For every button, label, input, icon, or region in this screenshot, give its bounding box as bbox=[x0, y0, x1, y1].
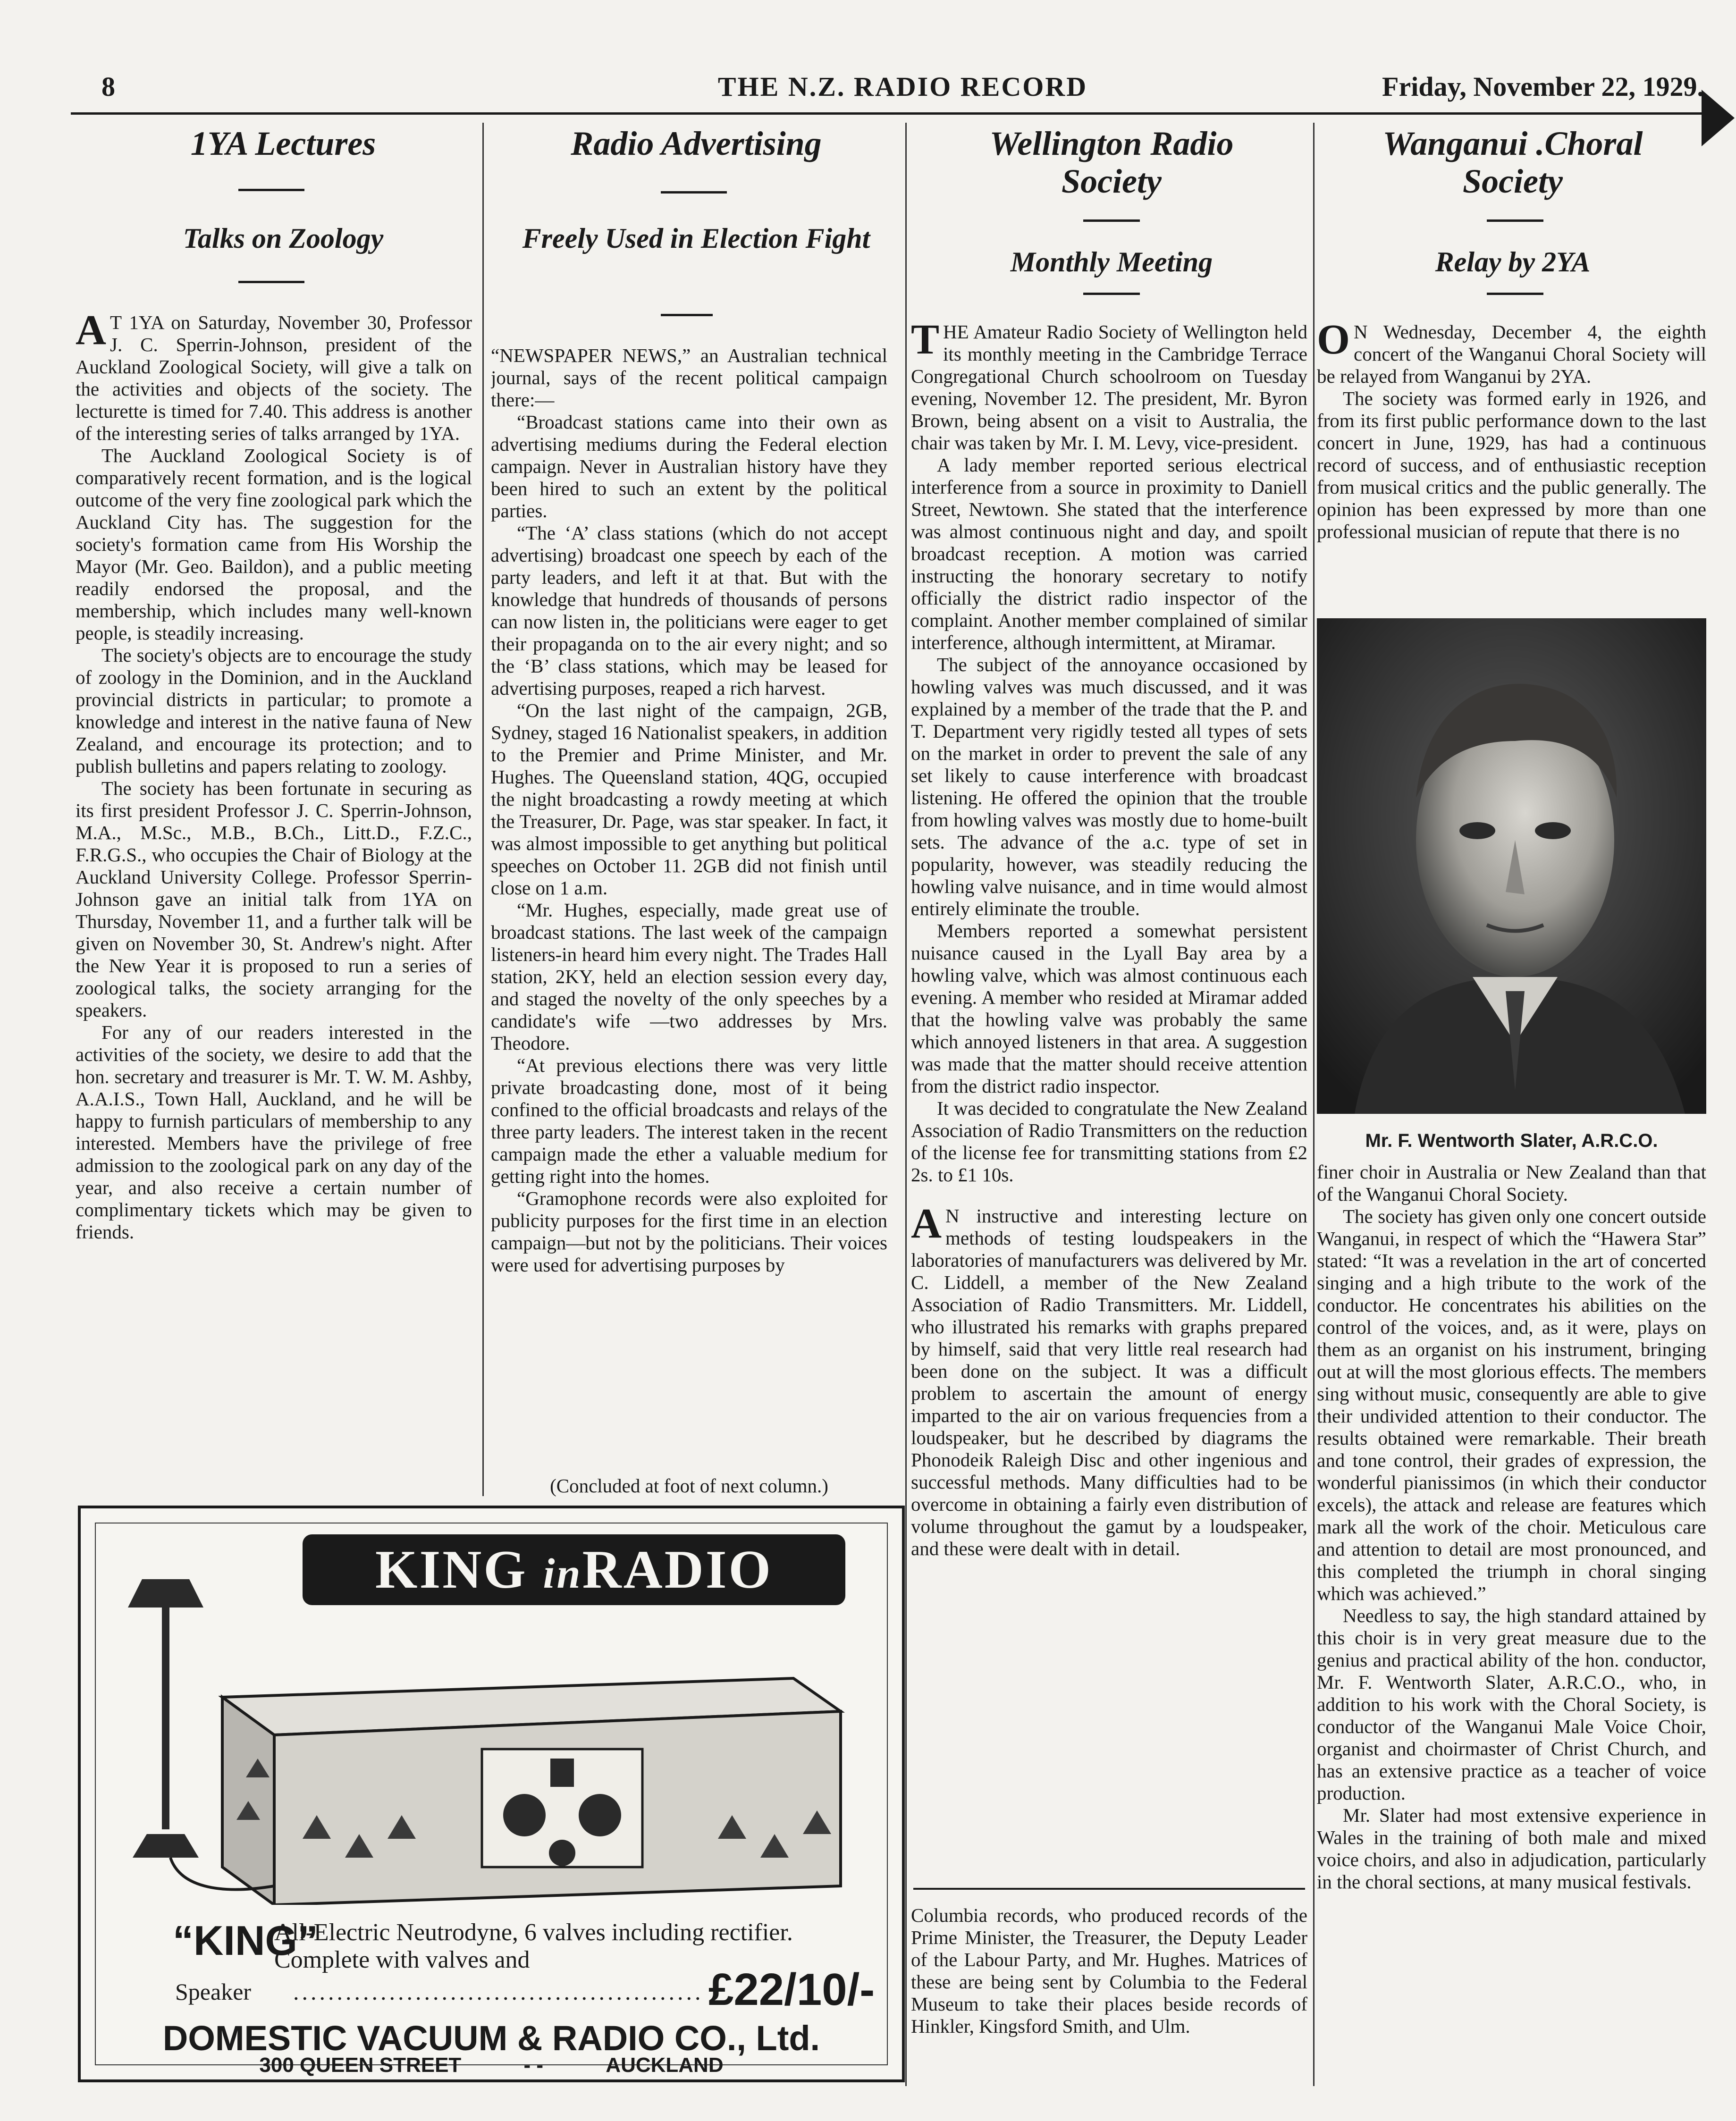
col3-subtitle-dash bbox=[1083, 293, 1140, 295]
portrait-illustration bbox=[1317, 618, 1706, 1114]
col3-body bbox=[911, 321, 1307, 1883]
col2-subtitle-dash bbox=[661, 314, 713, 316]
col3-title-line1: Wellington Radio bbox=[989, 125, 1234, 162]
col4-subtitle-dash bbox=[1487, 293, 1543, 295]
masthead-rule bbox=[71, 112, 1709, 115]
col4-subtitle: Relay by 2YA bbox=[1435, 246, 1591, 278]
column-rule-2 bbox=[905, 123, 907, 2086]
col2-continued-note: (Concluded at foot of next column.) bbox=[550, 1475, 828, 1497]
col4-para-0: N Wednesday, December 4, the eighth concert of the Wanganui Choral Society will be relayed from Wanganui by 2YA. bbox=[1317, 321, 1706, 387]
ad-description: All-Electric Neutrodyne, 6 valves including rectifier. Complete with valves and bbox=[274, 1919, 793, 1973]
col4-title-line1: Wanganui .Choral bbox=[1382, 125, 1643, 162]
col3-para-0: HE Amateur Radio Society of Wellington held its monthly meeting in the Cambridge Terrace Congregational Church schoolroom on Tuesday evening, November 12. The president, Mr. Byron Brown, being absent on a visit to Australia, the chair was taken by Mr. I. M. Levy, vice-president. bbox=[911, 321, 1307, 454]
col1-para-1: The Auckland Zoological Society is of comparatively recent formation, and is the logical outcome of the very fine zoological park which the Auckland City has. The suggestion for the society's formation came from His Worship the Mayor (Mr. Geo. Baildon), and a public meeting readily endorsed the proposal, and the membership, which includes many well-known people, is steadily increasing. bbox=[76, 445, 472, 644]
col3-para-1: A lady member reported serious electrical interference from a source in proximity to Daniell Street, Newtown. She stated that the interference was almost continuous night and day, and spoilt broadcast reception. A motion was carried instructing the honorary secretary to notify officially the district radio inspector of the complaint. Another member complained of similar interference, although intermittent, at Miramar. bbox=[911, 454, 1307, 653]
ad-address-street: 300 QUEEN STREET bbox=[259, 2054, 462, 2077]
col4-dropcap: O bbox=[1317, 321, 1350, 363]
col3-para-2: The subject of the annoyance occasioned by howling valves was much discussed, and it was explained by a member of the trade that the P. and T. Department very rigidly tested all types of sets on the market in order to prevent the sale of any set likely to cause interference with broadcast listening. He offered the opinion that the trouble from howling valves was mostly due to home-built sets. The advance of the a.c. type of set in popularity, however, was steadily reducing the howling valve nuisance, and in time would almost entirely eliminate the trouble. bbox=[911, 654, 1307, 919]
col2-para-6: “Gramophone records were also exploited for publicity purposes for the first time in an election campaign—but not by the politicians. Their voices were used for advertising purposes by bbox=[491, 1187, 887, 1276]
masthead bbox=[101, 71, 1704, 109]
col2-subtitle: Freely Used in Election Fight bbox=[522, 223, 870, 254]
col3-concluded-text: Columbia records, who produced records of the Prime Minister, the Treasurer, the Deputy Leader of the Labour Party, and Mr. Hughes. Matrices of these are being sent by Columbia to the Federal Museum to take their places beside records of Hinkler, Kingsford Smith, and Ulm. bbox=[911, 1904, 1307, 2037]
col2-body bbox=[491, 345, 887, 1477]
col3-divider-rule bbox=[913, 1888, 1305, 1890]
col4-para-1: The society was formed early in 1926, and from its first public performance down to the last concert in June, 1929, has had a continuous record of success, and of enthusiastic reception from musical critics and the public generally. The opinion has been expressed by more than one professional musician of repute that there is no bbox=[1317, 387, 1706, 542]
col2-para-0: “NEWSPAPER NEWS,” an Australian technical journal, says of the recent political campaign there:— bbox=[491, 345, 887, 411]
page-number: 8 bbox=[101, 71, 115, 102]
publication-title: THE N.Z. RADIO RECORD bbox=[717, 71, 1088, 102]
col4-para2-2: Needless to say, the high standard attained by this choir is in very great measure due to the genius and practical ability of the hon. conductor, Mr. F. Wentworth Slater, A.R.C.O., who, in addition to his work with the Choral Society, is conductor of the Wanganui Male Voice Choir, organist and choirmaster of Christ Church, and has an extensive practice as a teacher of voice production. bbox=[1317, 1605, 1706, 1804]
col3-para-3: Members reported a somewhat persistent nuisance caused in the Lyall Bay area by a howling valve, which was almost continuous each evening. A member who resided at Miramar added that the howling valve was probably the same which annoyed listeners in that area. A suggestion was made that the matter should receive attention from the district radio inspector. bbox=[911, 920, 1307, 1097]
column-rule-1 bbox=[482, 123, 484, 1496]
col1-para-3: The society has been fortunate in securing as its first president Professor J. C. Sperrin-Johnson, M.A., M.Sc., M.B., B.Ch., Litt.D., F.Z.C., F.R.G.S., who occupies the Chair of Biology at the Auckland University College. Professor Sperrin-Johnson gave an initial talk from 1YA on Thursday, November 11, and a further talk will be given on November 30, St. Andrew's night. After the New Year it is proposed to run a series of zoological talks, the society arranging for the speakers. bbox=[76, 777, 472, 1021]
col4-para2-1: The society has given only one concert outside Wanganui, in respect of which the “Hawera Star” stated: “It was a revelation in the art of concerted singing and a high tribute to the work of the conductor. He concentrates his abilities on the control of the voices, and, as it were, plays on them as an organist on his instrument, bringing out at will the most glorious effects. The members sing without music, consequently are able to give their undivided attention to their conductor. The results obtained were remarkable. Their breath and tone control, their grades of expression, the wonderful pianissimos (in which their conductor excels), the attack and release are features which mark all the work of the choir. Meticulous care and attention to detail are most pronounced, and this completed the triumph in choral singing which was achieved.” bbox=[1317, 1205, 1706, 1604]
col4-para2-0: finer choir in Australia or New Zealand than that of the Wanganui Choral Society. bbox=[1317, 1161, 1706, 1205]
ad-brand: “KING” bbox=[173, 1917, 318, 1964]
col4-title-dash bbox=[1487, 219, 1543, 222]
col2-para-5: “At previous elections there was very little private broadcasting done, most of it being confined to the official broadcasts and relays of the three party leaders. The interest taken in the recent campaign made the ether a valuable medium for getting right into the homes. bbox=[491, 1054, 887, 1187]
ad-company-name: DOMESTIC VACUUM & RADIO CO., Ltd. bbox=[162, 2019, 820, 2058]
ad-address-separator: - - bbox=[523, 2054, 544, 2077]
col3-subtitle: Monthly Meeting bbox=[1010, 246, 1213, 278]
radio-illustration bbox=[123, 1556, 902, 1905]
col2-para-2: “The ‘A’ class stations (which do not accept advertising) broadcast one speech by each of the party leaders, and left it at that. But with the knowledge that hundreds of thousands of persons can now listen in, the politicians were eager to get their propaganda on to the air every night; and so the ‘B’ class stations, which may be leased for advertising purposes, reaped a rich harvest. bbox=[491, 522, 887, 699]
banner-king: KING bbox=[375, 1540, 543, 1599]
ad-address bbox=[81, 2054, 902, 2077]
king-radio-advertisement bbox=[78, 1506, 905, 2082]
banner-in: in bbox=[543, 1550, 582, 1597]
ad-price: £22/10/- bbox=[708, 1964, 875, 2015]
col1-subtitle-dash bbox=[238, 281, 304, 283]
col3-title-dash bbox=[1083, 219, 1140, 222]
col1-body bbox=[76, 311, 472, 1501]
col3-para-4: It was decided to congratulate the New Zealand Association of Radio Transmitters on the reduction of the license fee for transmitting stations from £2 2s. to £1 10s. bbox=[911, 1097, 1307, 1186]
col2-para-3: “On the last night of the campaign, 2GB, Sydney, staged 16 Nationalist speakers, in addition to the Premier and Prime Minister, and Mr. Hughes. The Queensland station, 4QG, occupied the night broadcasting a rowdy meeting at which the Treasurer, Dr. Page, was star speaker. In fact, it was almost impossible to get anything but political speeches on October 11. 2GB did not finish until close on 1 a.m. bbox=[491, 699, 887, 899]
portrait-photo bbox=[1317, 618, 1706, 1114]
col1-para-4: For any of our readers interested in the activities of the society, we desire to add that the hon. secretary and treasurer is Mr. T. W. M. Ashby, A.A.I.S., Town Hall, Auckland, and he will be happy to furnish particulars of membership to any interested. Members have the privilege of free admission to the zoological park on any day of the year, and also receive a certain number of complimentary tickets which may be given to friends. bbox=[76, 1021, 472, 1243]
col2-title: Radio Advertising bbox=[571, 125, 822, 162]
col3-dropcap: T bbox=[911, 321, 940, 363]
banner-radio: RADIO bbox=[582, 1540, 773, 1599]
col2-para-1: “Broadcast stations came into their own as advertising mediums during the Federal election campaign. Never in Australian history have they been hired to such an extent by the political parties. bbox=[491, 411, 887, 522]
col1-para-0: T 1YA on Saturday, November 30, Professor J. C. Sperrin-Johnson, president of the Auckland Zoological Society, will give a talk on the activities and objects of the society. The lecturette is timed for 7.40. This address is another of the interesting series of talks arranged by 1YA. bbox=[76, 311, 472, 444]
ad-address-city: AUCKLAND bbox=[606, 2054, 724, 2077]
col2-title-dash bbox=[661, 191, 727, 194]
ad-banner bbox=[303, 1534, 845, 1605]
column-rule-3 bbox=[1313, 123, 1315, 2086]
col3-concluded bbox=[911, 1904, 1307, 2084]
col3-dropcap-2: A bbox=[911, 1200, 942, 1247]
col1-title: 1YA Lectures bbox=[190, 125, 376, 162]
ad-leader-dots: ............................................... bbox=[293, 1978, 704, 2005]
col4-body-bottom bbox=[1317, 1161, 1706, 2081]
ad-speaker-label: Speaker bbox=[175, 1978, 252, 2005]
col1-subtitle: Talks on Zoology bbox=[183, 223, 384, 254]
col3-title-line2: Society bbox=[1062, 162, 1162, 200]
col4-title-line2: Society bbox=[1463, 162, 1563, 200]
col2-para-4: “Mr. Hughes, especially, made great use of broadcast stations. The last week of the campaign listeners-in heard him every night. The Trades Hall station, 2KY, held an election session every day, and staged the novelty of the only speeches by a candidate's wife —two addresses by Mrs. Theodore. bbox=[491, 899, 887, 1054]
photo-caption: Mr. F. Wentworth Slater, A.R.C.O. bbox=[1365, 1130, 1658, 1151]
col3-para2-0: N instructive and interesting lecture on methods of testing loudspeakers in the laboratories of manufacturers was delivered by Mr. C. Liddell, a member of the New Zealand Association of Radio Transmitters. Mr. Liddell, who illustrated his remarks with graphs prepared by himself, said that very little real research had been done on the subject. It was a difficult problem to ascertain the amount of energy imparted to the air on various frequencies from a loudspeaker, but he described by diagrams the Phonodeik Raleigh Disc and other ingenious and successful methods. Many difficulties had to be overcome in obtaining a fairly even distribution of volume throughout the gamut by a loudspeaker, and these were dealt with in detail. bbox=[911, 1205, 1307, 1559]
col4-body-top bbox=[1317, 321, 1706, 609]
col1-title-dash bbox=[238, 189, 304, 191]
col4-para2-3: Mr. Slater had most extensive experience in Wales in the training of both male and mixed voice choirs, and also in adjudication, particularly in the choral sections, at many musical festivals. bbox=[1317, 1804, 1706, 1893]
col1-para-2: The society's objects are to encourage the study of zoology in the Dominion, and in the Auckland provincial districts in particular; to promote a knowledge and interest in the native fauna of New Zealand, and encourage its protection; and to publish bulletins and papers relating to zoology. bbox=[76, 644, 472, 777]
col1-dropcap: A bbox=[76, 311, 106, 354]
issue-date: Friday, November 22, 1929. bbox=[1382, 71, 1704, 102]
